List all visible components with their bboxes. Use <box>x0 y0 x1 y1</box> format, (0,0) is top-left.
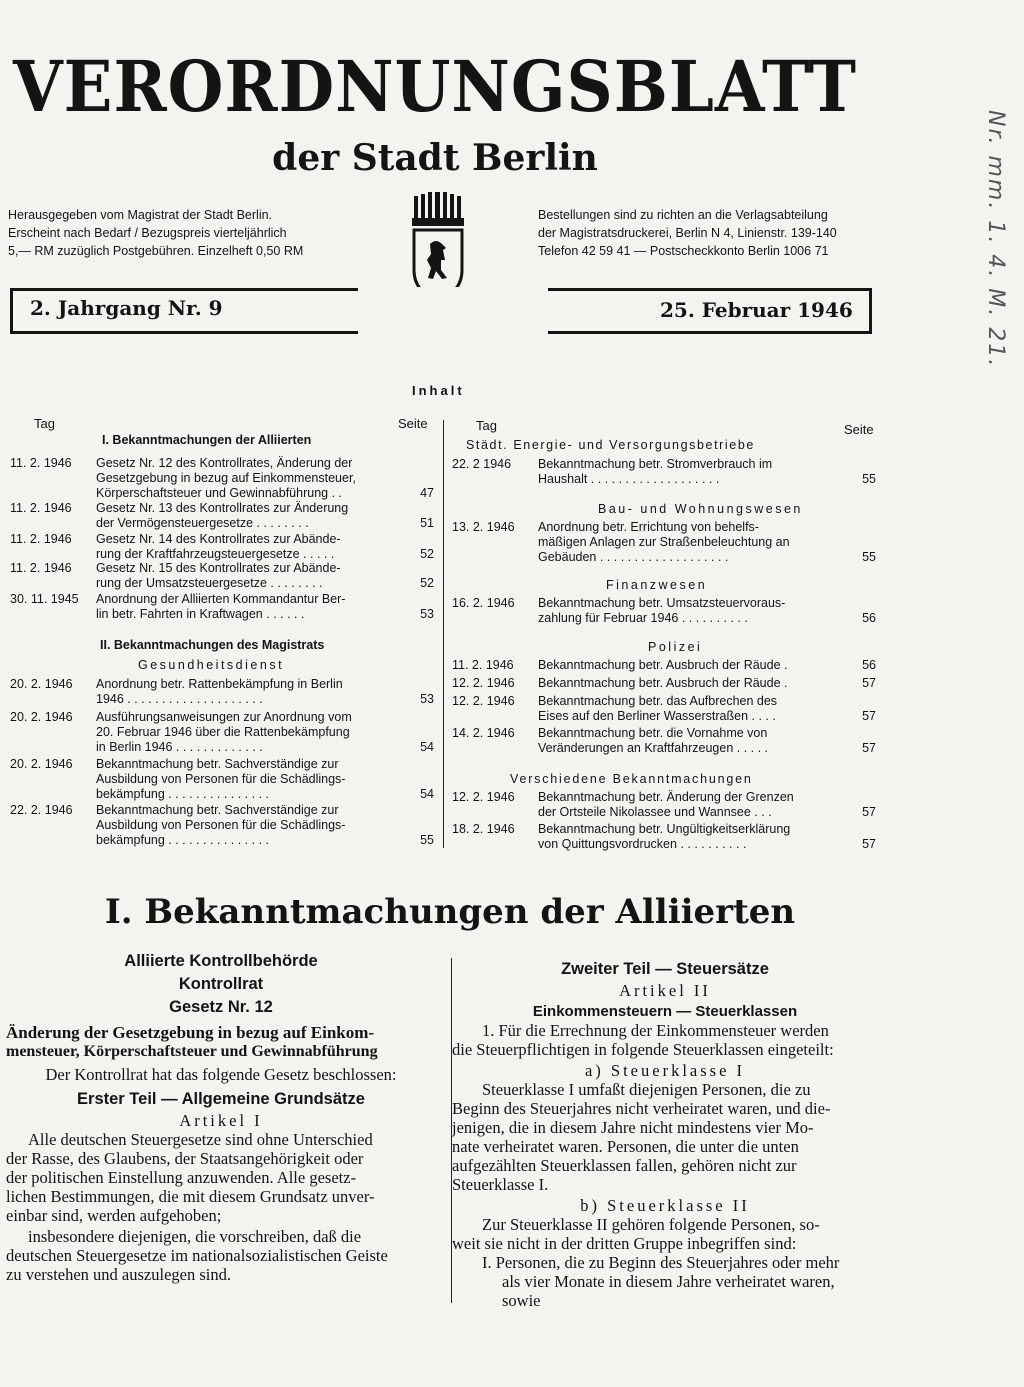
toc-entry-page: 54 <box>420 787 434 801</box>
body-line: I. Personen, die zu Beginn des Steuerjahres oder mehr <box>482 1253 840 1272</box>
toc-subsection: Städt. Energie- und Versorgungsbetriebe <box>466 438 755 452</box>
body-line: Zur Steuerklasse II gehören folgende Personen, so- <box>482 1215 820 1234</box>
body-line: Steuerklasse I umfaßt diejenigen Personen, die zu <box>482 1080 811 1099</box>
toc-entry-text: bekämpfung . . . . . . . . . . . . . . . <box>96 833 269 847</box>
toc-entry-page: 57 <box>862 741 876 755</box>
body-heading: Kontrollrat <box>178 975 264 993</box>
toc-entry-text: Anordnung betr. Errichtung von behelfs- <box>538 520 759 534</box>
issue-volume: 2. Jahrgang Nr. 9 <box>30 296 223 320</box>
toc-entry-text: Gesetzgebung in bezug auf Einkommensteuer, <box>96 471 356 485</box>
publisher-line: Bestellungen sind zu richten an die Verlagsabteilung <box>538 208 828 222</box>
toc-subsection: Polizei <box>648 640 703 654</box>
toc-section-heading: II. Bekanntmachungen des Magistrats <box>100 638 325 652</box>
toc-entry-text: Bekanntmachung betr. Sachverständige zur <box>96 803 339 817</box>
toc-entry-page: 54 <box>420 740 434 754</box>
toc-entry-text: von Quittungsvordrucken . . . . . . . . . . <box>538 837 747 851</box>
publisher-line: der Magistratsdruckerei, Berlin N 4, Linienstr. 139-140 <box>538 226 837 240</box>
toc-entry-text: Ausbildung von Personen für die Schädlings- <box>96 818 346 832</box>
toc-col-tag: Tag <box>476 418 497 433</box>
toc-entry-page: 57 <box>862 837 876 851</box>
toc-left-column <box>0 416 440 856</box>
law-title-line: mensteuer, Körperschaftsteuer und Gewinnabführung <box>6 1043 378 1060</box>
toc-entry-text: Anordnung betr. Rattenbekämpfung in Berlin <box>96 677 343 691</box>
toc-entry-date: 13. 2. 1946 <box>452 520 515 534</box>
toc-entry-text: Bekanntmachung betr. Änderung der Grenzen <box>538 790 794 804</box>
toc-column-divider <box>443 420 444 848</box>
class-heading: a) Steuerklasse I <box>584 1061 746 1080</box>
toc-right-column <box>452 416 882 856</box>
publisher-info-left <box>8 206 303 260</box>
toc-entry-text: Bekanntmachung betr. Stromverbrauch im <box>538 457 773 471</box>
toc-entry-date: 11. 2. 1946 <box>10 532 72 546</box>
toc-entry-text: Bekanntmachung betr. Ausbruch der Räude . <box>538 676 788 690</box>
toc-subsection: Bau- und Wohnungswesen <box>598 502 803 516</box>
toc-entry-page: 52 <box>420 547 434 561</box>
toc-entry-text: Körperschaftsteuer und Gewinnabführung . . <box>96 486 342 500</box>
law-title-line: Änderung der Gesetzgebung in bezug auf Einkom- <box>6 1023 375 1042</box>
toc-entry-date: 20. 2. 1946 <box>10 757 73 771</box>
masthead-title: VERORDNUNGSBLATT <box>13 46 857 129</box>
toc-entry-text: Ausbildung von Personen für die Schädlings- <box>96 772 346 786</box>
toc-subsection: Gesundheitsdienst <box>138 658 285 672</box>
body-line: sowie <box>502 1291 541 1310</box>
toc-entry-text: Bekanntmachung betr. Ungültigkeitserklärung <box>538 822 791 836</box>
body-line: Steuerklasse I. <box>452 1175 549 1194</box>
toc-entry-text: Bekanntmachung betr. Umsatzsteuervoraus- <box>538 596 786 610</box>
toc-entry-date: 11. 2. 1946 <box>10 501 72 515</box>
handwritten-margin-note: Nr. mm. 1. 4. M. 21. <box>983 110 1008 369</box>
toc-entry-page: 53 <box>420 607 434 621</box>
body-line: aufgezählten Steuerklassen fallen, gehören nicht zur <box>452 1156 797 1175</box>
body-line: nate verheiratet waren. Personen, die unter die unten <box>452 1137 799 1156</box>
toc-entry-text: mäßigen Anlagen zur Straßenbeleuchtung an <box>538 535 790 549</box>
toc-entry-page: 57 <box>862 805 876 819</box>
toc-entry-date: 11. 2. 1946 <box>452 658 514 672</box>
toc-entry-date: 18. 2. 1946 <box>452 822 515 836</box>
toc-entry-text: Bekanntmachung betr. das Aufbrechen des <box>538 694 778 708</box>
toc-section-heading: I. Bekanntmachungen der Alliierten <box>102 433 312 447</box>
toc-entry-text: Ausführungsanweisungen zur Anordnung vom <box>96 710 352 724</box>
toc-entry-page: 57 <box>862 676 876 690</box>
toc-entry-text: Bekanntmachung betr. die Vornahme von <box>538 726 768 740</box>
toc-col-seite: Seite <box>398 416 428 431</box>
toc-entry-date: 16. 2. 1946 <box>452 596 515 610</box>
toc-entry-date: 12. 2. 1946 <box>452 694 515 708</box>
toc-entry-text: Veränderungen an Kraftfahrzeugen . . . . . <box>538 741 769 755</box>
body-line: die Steuerpflichtigen in folgende Steuerklassen eingeteilt: <box>452 1040 834 1059</box>
toc-entry-page: 55 <box>420 833 434 847</box>
toc-entry-text: Gesetz Nr. 14 des Kontrollrates zur Abände- <box>96 532 341 546</box>
body-line: zu verstehen und auszulegen sind. <box>6 1265 231 1284</box>
toc-entry-page: 51 <box>420 516 434 530</box>
toc-entry-date: 11. 2. 1946 <box>10 456 72 470</box>
class-heading: b) Steuerklasse II <box>580 1196 750 1215</box>
toc-entry-text: Gesetz Nr. 12 des Kontrollrates, Änderung der <box>96 456 353 470</box>
toc-entry-text: Bekanntmachung betr. Ausbruch der Räude . <box>538 658 788 672</box>
toc-entry-date: 14. 2. 1946 <box>452 726 515 740</box>
toc-entry-text: lin betr. Fahrten in Kraftwagen . . . . . . <box>96 607 305 621</box>
toc-entry-text: 1946 . . . . . . . . . . . . . . . . . . . . <box>96 692 263 706</box>
body-line: der Rasse, des Glaubens, der Staatsangehörigkeit oder <box>6 1149 364 1168</box>
toc-entry-text: rung der Kraftfahrzeugsteuergesetze . . . . . <box>96 547 335 561</box>
subheading: Einkommensteuern — Steuerklassen <box>532 1003 798 1020</box>
toc-entry-text: zahlung für Februar 1946 . . . . . . . . . . <box>538 611 748 625</box>
toc-entry-text: bekämpfung . . . . . . . . . . . . . . . <box>96 787 269 801</box>
article-heading: Artikel II <box>619 981 711 1000</box>
toc-entry-text: Gebäuden . . . . . . . . . . . . . . . . . . . <box>538 550 729 564</box>
body-heading: Alliierte Kontrollbehörde <box>124 952 318 970</box>
publisher-line: Telefon 42 59 41 — Postscheckkonto Berlin 1006 71 <box>538 244 829 258</box>
toc-entry-page: 55 <box>862 472 876 486</box>
toc-entry-page: 56 <box>862 611 876 625</box>
toc-entry-text: Anordnung der Alliierten Kommandantur Ber- <box>96 592 346 606</box>
body-line: insbesondere diejenigen, die vorschreiben, daß die <box>28 1227 362 1246</box>
toc-subsection: Verschiedene Bekanntmachungen <box>510 772 753 786</box>
body-line: Alle deutschen Steuergesetze sind ohne Unterschied <box>28 1130 373 1149</box>
publisher-line: Herausgegeben vom Magistrat der Stadt Berlin. <box>8 208 273 222</box>
body-line: deutschen Steuergesetze im nationalsozialistischen Geiste <box>6 1246 388 1265</box>
toc-entry-text: rung der Umsatzsteuergesetze . . . . . . . . <box>96 576 323 590</box>
toc-entry-text: 20. Februar 1946 über die Rattenbekämpfung <box>96 725 350 739</box>
body-line: als vier Monate in diesem Jahre verheiratet waren, <box>502 1272 835 1291</box>
toc-entry-text: der Vermögensteuergesetze . . . . . . . . <box>96 516 309 530</box>
toc-entry-text: in Berlin 1946 . . . . . . . . . . . . . <box>96 740 263 754</box>
toc-entry-date: 11. 2. 1946 <box>10 561 72 575</box>
toc-entry-date: 22. 2 1946 <box>452 457 512 471</box>
toc-entry-page: 55 <box>862 550 876 564</box>
body-line: Beginn des Steuerjahres nicht verheiratet waren, und die- <box>452 1099 831 1118</box>
section-title: I. Bekanntmachungen der Alliierten <box>104 892 796 932</box>
intro-text: Der Kontrollrat hat das folgende Gesetz beschlossen: <box>45 1065 397 1084</box>
toc-entry-date: 22. 2. 1946 <box>10 803 73 817</box>
publisher-line: Erscheint nach Bedarf / Bezugspreis vierteljährlich <box>8 226 287 240</box>
body-heading: Gesetz Nr. 12 <box>169 998 273 1016</box>
part-heading: Zweiter Teil — Steuersätze <box>561 960 769 978</box>
toc-heading: Inhalt <box>412 383 465 398</box>
toc-entry-date: 20. 2. 1946 <box>10 710 73 724</box>
toc-entry-text: Gesetz Nr. 13 des Kontrollrates zur Änderung <box>96 501 349 515</box>
toc-entry-page: 52 <box>420 576 434 590</box>
toc-entry-page: 47 <box>420 486 434 500</box>
toc-entry-text: Eises auf den Berliner Wasserstraßen . . . . <box>538 709 776 723</box>
toc-entry-text: Haushalt . . . . . . . . . . . . . . . . . . . <box>538 472 720 486</box>
publisher-line: 5,— RM zuzüglich Postgebühren. Einzelheft 0,50 RM <box>8 244 304 258</box>
toc-entry-text: der Ortsteile Nikolassee und Wannsee . . . <box>538 805 772 819</box>
body-line: jenigen, die in diesem Jahre nicht mindestens vier Mo- <box>452 1118 814 1137</box>
toc-entry-date: 20. 2. 1946 <box>10 677 73 691</box>
publisher-info-right <box>538 206 837 260</box>
article-heading: Artikel I <box>179 1111 263 1130</box>
masthead-subtitle: der Stadt Berlin <box>272 137 598 179</box>
body-right-column <box>452 960 878 1310</box>
part-heading: Erster Teil — Allgemeine Grundsätze <box>77 1090 365 1108</box>
toc-subsection: Finanzwesen <box>606 578 708 592</box>
toc-entry-text: Gesetz Nr. 15 des Kontrollrates zur Abände- <box>96 561 341 575</box>
issue-date: 25. Februar 1946 <box>660 298 853 322</box>
toc-entry-date: 30. 11. 1945 <box>10 592 79 606</box>
toc-col-seite: Seite <box>844 422 874 437</box>
toc-entry-page: 57 <box>862 709 876 723</box>
toc-entry-date: 12. 2. 1946 <box>452 676 515 690</box>
toc-entry-page: 56 <box>862 658 876 672</box>
body-line: weit sie nicht in der dritten Gruppe inbegriffen sind: <box>452 1234 797 1253</box>
body-line: einbar sind, werden aufgehoben; <box>6 1206 222 1225</box>
toc-entry-page: 53 <box>420 692 434 706</box>
body-line: der politischen Einstellung anzuwenden. Alle gesetz- <box>6 1168 357 1187</box>
toc-entry-date: 12. 2. 1946 <box>452 790 515 804</box>
body-left-column <box>6 952 436 1284</box>
toc-col-tag: Tag <box>34 416 55 431</box>
body-line: lichen Bestimmungen, die mit diesem Grundsatz unver- <box>6 1187 375 1206</box>
body-line: 1. Für die Errechnung der Einkommensteuer werden <box>482 1021 829 1040</box>
toc-entry-text: Bekanntmachung betr. Sachverständige zur <box>96 757 339 771</box>
